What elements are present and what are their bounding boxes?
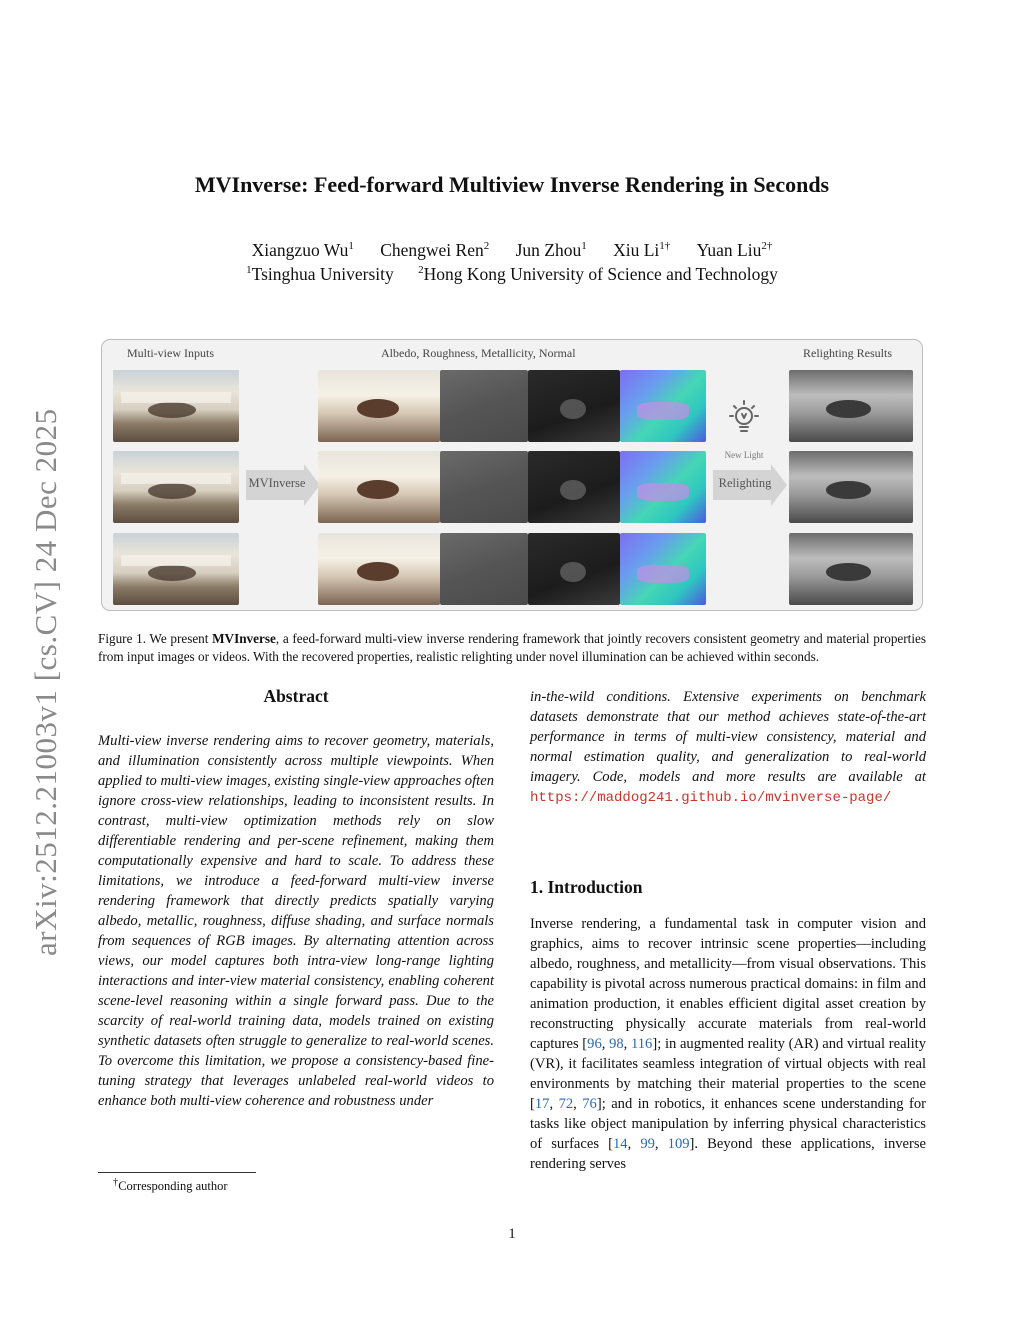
relit-image: [789, 451, 913, 523]
figure-caption: Figure 1. We present MVInverse, a feed-forward multi-view inverse rendering framework that jointly recovers consistent geometry and material properties from input images or videos. With the recovered properties, realistic relighting under novel illumination can be achieved within seconds.: [98, 631, 926, 664]
abstract-heading: Abstract: [263, 686, 329, 706]
figure-label-maps: Albedo, Roughness, Metallicity, Normal: [381, 346, 576, 360]
author: Yuan Liu$^{2\dagger}$: [696, 240, 773, 260]
project-url-link[interactable]: https://maddog241.github.io/mvinverse-page/: [530, 790, 892, 806]
citation-link[interactable]: 98: [609, 1036, 624, 1052]
citation-link[interactable]: 109: [667, 1136, 690, 1152]
citation-link[interactable]: 14: [612, 1136, 628, 1152]
metallicity-map: [528, 533, 620, 605]
affiliation: $^1$Tsinghua University: [246, 264, 394, 284]
intro-paragraph: Inverse rendering, a fundamental task in computer vision and graphics, aims to recover intrinsic scene properties—including albedo, roughness, and metallicity—from visual observations. This capability is pivotal across numerous practical domains: in film and animation production, it enables efficient digital asset creation by reconstructing physically accurate materials from real-world captures [96, 98, 116]; in augmented reality (AR) and virtual reality (VR), it facilitates seamless integration of virtual objects with real environments by matching their material properties to the scene [17, 72, 76]; and in robotics, it enhances scene understanding for tasks like object manipulation by inferring physical characteristics of surfaces [14, 99, 109]. Beyond these applications, inverse rendering serves: [530, 916, 927, 1172]
albedo-map: [318, 370, 440, 442]
mvinverse-arrow-label: MVInverse: [248, 476, 306, 490]
figure-label-outputs: Relighting Results: [803, 346, 893, 360]
figure-label-inputs: Multi-view Inputs: [127, 346, 214, 360]
abstract-text-continued: in-the-wild conditions. Extensive experiments on benchmark datasets demonstrate that our method achieves state-of-the-art performance in terms of multi-view consistency, material and normal estimation quality, and generalization to real-world imagery. Code, models and more results are available at https://maddog241.github.io/mvinverse-page/: [530, 689, 926, 806]
abstract-text: Multi-view inverse rendering aims to recover geometry, materials, and illumination consistently across multiple viewpoints. When applied to multi-view images, existing single-view approaches often ignore cross-view relationships, leading to inconsistent results. In contrast, multi-view optimization methods rely on slow differentiable rendering and per-scene refinement, making them computationally expensive and hard to scale. To address these limitations, we introduce a feed-forward multi-view inverse rendering framework that directly predicts spatially varying albedo, metallic, roughness, diffuse shading, and surface normals from sequences of RGB images. By alternating attention across views, our model captures both intra-view long-range lighting interactions and inter-view material consistency, enabling coherent scene-level reasoning within a single forward pass. Due to the scarcity of real-world training data, models trained on existing synthetic datasets often struggle to generalize to real-world scenes. To overcome this limitation, we propose a consistency-based fine-tuning strategy that leverages unlabeled real-world videos to enhance both multi-view coherence and robustness under: [98, 733, 494, 1109]
footnote-rule: [98, 1172, 256, 1173]
relit-image: [789, 370, 913, 442]
roughness-map: [440, 451, 528, 523]
input-image: [113, 370, 239, 442]
author: Chengwei Ren$^2$: [380, 240, 490, 260]
citation-link[interactable]: 17: [534, 1096, 550, 1112]
roughness-map: [440, 533, 528, 605]
metallicity-map: [528, 451, 620, 523]
arxiv-stamp-text: arXiv:2512.21003v1 [cs.CV] 24 Dec 2025: [28, 408, 63, 956]
section-heading: 1. Introduction: [530, 877, 643, 897]
footnote: †Corresponding author: [113, 1177, 228, 1194]
metallicity-map: [528, 370, 620, 442]
relighting-arrow: [713, 470, 785, 500]
citation-link[interactable]: 72: [558, 1096, 574, 1112]
author: Xiu $Li^{1\dagger}$: [613, 240, 671, 260]
normal-map: [620, 533, 706, 605]
author: Jun Zhou$^1$: [515, 240, 587, 260]
input-image: [113, 533, 239, 605]
roughness-map: [440, 370, 528, 442]
affiliation-list: [0, 264, 1024, 285]
relighting-arrow-label: Relighting: [718, 476, 772, 490]
citation-link[interactable]: 99: [640, 1136, 655, 1152]
new-light-label: New Light: [724, 450, 764, 460]
paper-title: MVInverse: Feed-forward Multiview Inverse Rendering in Seconds: [194, 172, 830, 197]
input-image: [113, 451, 239, 523]
citation-link[interactable]: 96: [587, 1036, 602, 1052]
page-number: 1: [508, 1226, 516, 1242]
citation-link[interactable]: 76: [582, 1096, 597, 1112]
author: Xiangzuo Wu$^1$: [251, 240, 354, 260]
normal-map: [620, 451, 706, 523]
arxiv-stamp: [14, 378, 70, 958]
albedo-map: [318, 533, 440, 605]
light-bulb-icon: [726, 398, 762, 442]
mvinverse-arrow: [246, 470, 316, 500]
relit-image: [789, 533, 913, 605]
normal-map: [620, 370, 706, 442]
albedo-map: [318, 451, 440, 523]
author-list: [0, 240, 1024, 261]
citation-link[interactable]: 116: [631, 1036, 653, 1052]
affiliation: $^2$Hong Kong University of Science and Technology: [418, 264, 778, 284]
